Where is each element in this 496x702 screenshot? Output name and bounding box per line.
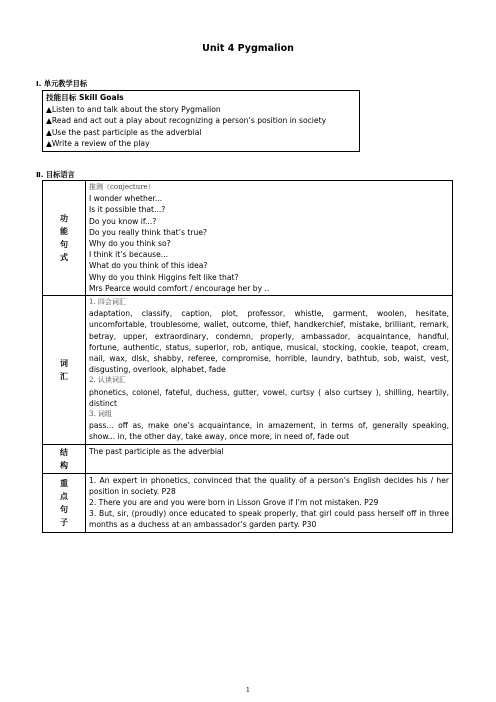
structure-text: The past participle as the adverbial (89, 446, 224, 456)
vocabulary-content (86, 296, 453, 445)
page-title: Unit 4 Pygmalion (202, 43, 294, 54)
key-sentences-label: 重点句子 (43, 473, 86, 532)
structure-content (86, 444, 453, 473)
key-sentences-content (86, 473, 453, 532)
section-heading-target-language: Ⅱ. 目标语言 (36, 170, 75, 179)
structure-label: 结构 (43, 444, 86, 473)
function-sentence: What do you think of this idea? (89, 261, 208, 271)
function-sentence: Do you know if...? (89, 216, 157, 226)
skill-goals-heading: 技能目标 Skill Goals (46, 93, 124, 102)
functions-row (43, 181, 453, 296)
skill-goal-item: ▲Write a review of the play (46, 139, 150, 149)
functions-label: 功能句式 (43, 181, 86, 296)
function-sentence: Why do you think Higgins felt like that? (89, 272, 239, 282)
skill-goal-item: ▲Listen to and talk about the story Pygmalion (46, 104, 221, 114)
function-sentence: Why do you think so? (89, 239, 171, 249)
function-sentence: Mrs Pearce would comfort / encourage her by .. (89, 283, 270, 293)
vocab-recognition-words: phonetics, colonel, fateful, duchess, gutter, vowel, curtsy ( also curtsey ), shilling, heartily, distinct (89, 387, 449, 408)
functions-content (86, 181, 453, 296)
functions-subheading: 推测（conjecture） (89, 183, 155, 191)
key-sentence: 3. But, sir, (proudly) once educated to speak properly, that girl could pass herself off in three months as a duchess at an ambassador’s garden party. P30 (89, 509, 449, 530)
page-number: 1 (245, 686, 251, 694)
skill-goals-cell (43, 91, 360, 152)
key-sentences-row (43, 473, 453, 532)
vocab-subheading-phrases: 3. 词组 (89, 410, 112, 419)
function-sentence: Is it possible that...? (89, 205, 166, 215)
vocab-phrases: pass... off as, make one’s acquaintance, in amazement, in terms of, generally speaking, show... in, the other day, take away, once more, in need of, fade out (89, 421, 449, 442)
section-heading-teaching-goals: Ⅰ. 单元教学目标 (36, 79, 88, 88)
skill-goal-item: ▲Use the past participle as the adverbial (46, 127, 202, 137)
vocab-subheading-recognition: 2. 认读词汇 (89, 376, 126, 385)
vocab-active-words: adaptation, classify, caption, plot, professor, whistle, garment, woolen, hesitate, uncomfortable, troublesome, wallet, outcome, thief, handkerchief, mistake, brilliant, remark, betray, upper, extraordinary, condemn, properly, ambassador, acquaintance, handful, fortune, authentic, status, superior, rob, antique, musical, stocking, cookie, teapot, cream, nail, wax, disk, shabby, referee, compromise, horrible, laundry, bathtub, sob, waist, vest, disgusting, overlook, alphabet, fade (89, 309, 449, 375)
function-sentence: I wonder whether... (89, 194, 163, 204)
function-sentence: I think it’s because... (89, 250, 169, 260)
skill-goal-item: ▲Read and act out a play about recognizing a person’s position in society (46, 116, 327, 126)
vocabulary-label: 词汇 (43, 296, 86, 445)
function-sentence: Do you really think that’s true? (89, 227, 208, 237)
key-sentence: 1. An expert in phonetics, convinced that the quality of a person’s English decides his / her position in society. P28 (89, 475, 449, 496)
key-sentence: 2. There you are and you were born in Lisson Grove if I’m not mistaken. P29 (89, 498, 379, 508)
vocab-subheading-active: 1. 四会词汇 (89, 298, 126, 307)
skill-goals-table (42, 90, 360, 152)
vocabulary-row (43, 296, 453, 445)
structure-row (43, 444, 453, 473)
target-language-table (42, 180, 453, 533)
